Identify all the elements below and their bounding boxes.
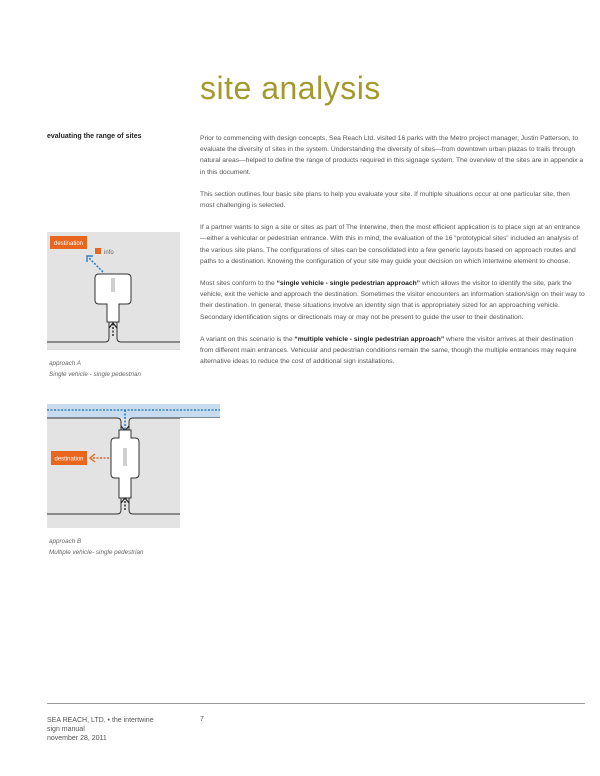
diagram-approach-b: [47, 404, 180, 528]
road-extension-b: [180, 404, 220, 418]
caption-b-title: approach B: [49, 538, 82, 545]
p4-emphasis: “single vehicle - single pedestrian approach”: [276, 280, 421, 288]
p5-text-after: where the visitor arrives at their destination from different main entrances. Vehicular and pedestrian conditions remain the same, though the multiple entrances may require alternative ideas to reduce the cost of additional sign installations.: [200, 335, 577, 366]
main-road: [47, 404, 180, 418]
diagram-approach-a: [47, 232, 180, 350]
info-label: info: [104, 250, 114, 256]
parking-stall: [111, 278, 115, 292]
footer-document: sign manual: [47, 726, 85, 733]
paragraph-multiple-approach: [200, 334, 585, 368]
footer-divider: [47, 703, 585, 704]
footer-info: [47, 716, 154, 743]
p5-text-before: A variant on this scenario is the: [200, 335, 295, 343]
caption-approach-a: [49, 358, 141, 380]
paragraph-single-approach: [200, 278, 585, 323]
paragraph-intro: Prior to commencing with design concepts, Sea Reach Ltd. visited 16 parks with the Metro project manager, Justin Patterson, to evaluate the diversity of sites in the system. Understanding the diversity of sites—from downtown urban plazas to trails through natural areas—helped to define the range of products required in this signage system. The overview of the sites are in appendix a in this document.: [200, 135, 584, 176]
destination-label: destination: [54, 456, 84, 463]
caption-a-subtitle: Single vehicle - single pedestrian: [49, 371, 142, 378]
caption-a-title: approach A: [49, 360, 81, 367]
p4-text-before: Most sites conform to the: [200, 280, 277, 288]
footer-date: november 28, 2011: [47, 735, 107, 742]
p5-emphasis: “multiple vehicle - single pedestrian approach”: [294, 335, 445, 343]
paragraph-outline: This section outlines four basic site plans to help you evaluate your site. If multiple situations occur at one particular site, then most challenging is selected.: [200, 190, 570, 210]
caption-b-subtitle: Multiple vehicle- single pedestrian: [49, 549, 144, 556]
page-title: site analysis: [200, 70, 381, 106]
p4-text-after: which allows the visitor to identify the site, park the vehicle, exit the vehicle and approach the destination. Sometimes the visitor encounters an information station/sign on their way to their destination. In general, these situations involve an identity sign that is appropriately sized for an approaching vehicle. Secondary identification signs or directionals may or may not be present to guide the user to their destination.: [200, 280, 585, 321]
footer-company: SEA REACH, LTD. • the intertwine: [47, 717, 154, 724]
section-heading: evaluating the range of sites: [47, 133, 142, 140]
body-text: [200, 133, 585, 378]
info-sign-marker: [95, 248, 101, 254]
destination-label: destination: [53, 240, 84, 247]
caption-approach-b: [49, 536, 144, 558]
parking-stall: [123, 448, 127, 466]
page-number: 7: [200, 716, 204, 723]
paragraph-partner: If a partner wants to sign a site or sites as part of The Interwine, then the most efficient application is to place sign at an entrance—either a vehicular or pedestrian entrance. With this in mind, the evaluation of the 16 “prototypical sites” included an analysis of the various site plans. The configurations of sites can be consolidated into a few generic layouts based on approach routes and paths to a destination. Knowing the configuration of your site may guide your decision on which Intertwine element to choose.: [200, 224, 581, 265]
